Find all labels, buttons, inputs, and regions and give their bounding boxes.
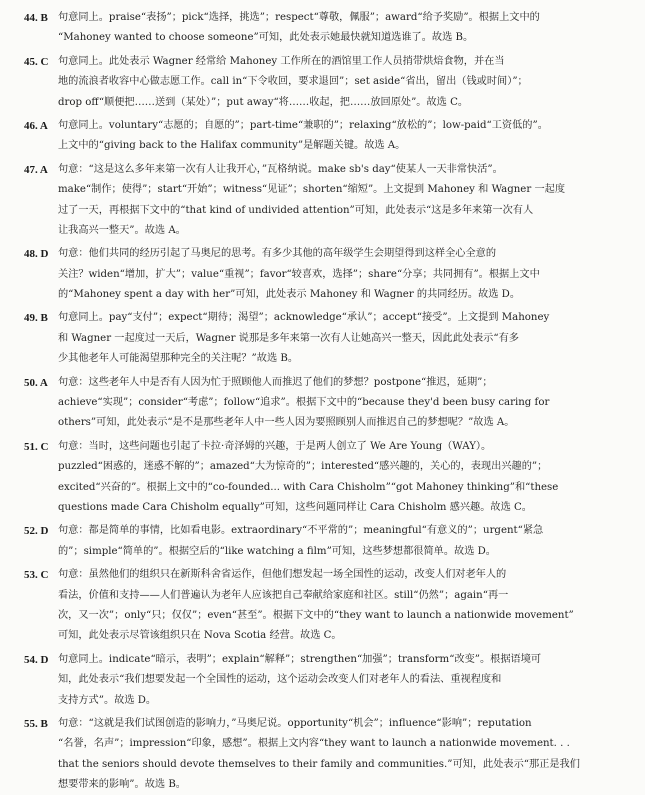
explanation-line: make“制作；使得”；start“开始”；witness“见证”；shorten“缩短”。上文提到 Mahoney 和 Wagner 一起度 [58, 184, 566, 196]
explanation-line: 关注？widen“增加，扩大”；value“重视”；favor“较喜欢，选择”；share“分享；共同拥有”。根据上文中 [58, 268, 540, 280]
explanation-line: 句意同上。indicate“暗示，表明”；explain“解释”；strengthen“加强”；transform“改变”。根据语境可 [58, 653, 542, 665]
explanation-line: drop off“顺便把……送到（某处）”；put away“将……收起，把……放回原处”。故选 C。 [58, 96, 469, 108]
answer-entry [24, 714, 633, 795]
question-number: 46. A [24, 119, 48, 132]
answer-entry [24, 437, 633, 519]
explanation-line: 句意：“这是这么多年来第一次有人让我开心，”瓦格纳说。make sb's day“使某人一天非常快活”。 [58, 163, 503, 175]
explanation-line: 上文中的“giving back to the Halifax community”是解题关键。故选 A。 [58, 140, 406, 152]
question-number: 53. C [24, 569, 49, 582]
explanation-line: “Mahoney wanted to choose someone”可知，此处表示她最快就知道选谁了。故选 B。 [58, 32, 474, 44]
answer-entry [24, 244, 633, 305]
explanation-line: 的”；simple“简单的”。根据空后的“like watching a film”可知，这些梦想都很简单。故选 D。 [58, 545, 496, 557]
question-number: 51. C [24, 440, 49, 453]
question-number: 48. D [24, 248, 49, 261]
explanation-line: 句意：“这就是我们试图创造的影响力，”马奥尼说。opportunity“机会”；influence“影响”；reputation [58, 717, 532, 729]
question-number: 47. A [24, 163, 48, 176]
explanation-line: 次，又一次”；only“只；仅仅”；even“甚至”。根据下文中的“they want to launch a nationwide movement” [58, 609, 574, 621]
explanation-line: 看法，价值和支持——人们普遍认为老年人应该把自己奉献给家庭和社区。still“仍然”；again“再一 [58, 589, 509, 601]
explanation-line: puzzled“困惑的，迷惑不解的”；amazed“大为惊奇的”；interested“感兴趣的，关心的，表现出兴趣的”； [58, 461, 548, 473]
explanation-line: questions made Cara Chisholm equally”可知，这些问题同样让 Cara Chisholm 感兴趣。故选 C。 [58, 501, 532, 513]
explanation-line: 地的流浪者收容中心做志愿工作。call in“下令收回，要求退回”；set aside“省出，留出（钱或时间）”； [58, 76, 528, 88]
explanation-line: 句意同上。pay“支付”；expect“期待；渴望”；acknowledge“承认”；accept“接受”。上文提到 Mahoney [58, 312, 550, 324]
explanation-line: 让我高兴一整天”。故选 A。 [58, 224, 186, 236]
explanation-line: 知，此处表示“我们想要发起一个全国性的运动，这个运动会改变人们对老年人的看法、重视程度和 [58, 674, 502, 686]
explanation-line: “名誉，名声”；impression“印象，感想”。根据上文内容“they want to launch a nationwide movement. . . [58, 738, 570, 750]
explanation-line: others”可知，此处表示“是不是那些老年人中一些人因为要照顾别人而推迟自己的梦想呢？”故选 A。 [58, 417, 515, 429]
explanation-line: 句意：当时，这些问题也引起了卡拉·奇泽姆的兴趣，于是两人创立了 We Are Young（WAY）。 [58, 440, 492, 452]
question-number: 55. B [24, 717, 48, 730]
question-number: 54. D [24, 653, 49, 666]
explanation-line: achieve“实现”；consider“考虑”；follow“追求”。根据下文中的“because they'd been busy caring for [58, 397, 550, 409]
answer-entry [24, 650, 633, 711]
explanation-line: 过了一天，再根据下文中的“that kind of undivided attention”可知，此处表示“这是多年来第一次有人 [58, 204, 534, 216]
explanation-line: 想要带来的影响”。故选 B。 [58, 779, 186, 791]
question-number: 45. C [24, 55, 49, 68]
answer-entry [24, 521, 633, 562]
question-number: 52. D [24, 525, 49, 538]
explanation-line: 和 Wagner 一起度过一天后，Wagner 说那是多年来第一次有人让她高兴一整天，因此此处表示“有多 [58, 332, 519, 344]
explanation-line: 的“Mahoney spent a day with her”可知，此处表示 Mahoney 和 Wagner 的共同经历。故选 D。 [58, 289, 521, 301]
explanation-line: that the seniors should devote themselves to their family and communities.”可知，此处表示“那正是我们 [58, 758, 580, 770]
answer-entry [24, 308, 633, 369]
question-number: 49. B [24, 312, 48, 325]
question-number: 44. B [24, 12, 48, 24]
explanation-line: 句意同上。praise“表扬”；pick“选择，挑选”；respect“尊敬，佩服”；award“给予奖励”。根据上文中的 [58, 12, 540, 23]
explanation-line: 句意同上。此处表示 Wagner 经常给 Mahoney 工作所在的酒馆里工作人员捎带烘焙食物，并在当 [58, 55, 505, 67]
explanation-line: excited“兴奋的”。根据上文中的“co-founded... with Cara Chisholm”“got Mahoney thinking”和“these [58, 481, 559, 493]
answer-entry [24, 160, 633, 242]
answer-entry [24, 373, 633, 434]
answer-entry [24, 52, 633, 113]
explanation-line: 少其他老年人可能渴望那种完全的关注呢？”故选 B。 [58, 353, 299, 365]
question-number: 50. A [24, 376, 48, 389]
explanation-line: 句意同上。voluntary“志愿的；自愿的”；part-time“兼职的”；relaxing“放松的”；low-paid“工资低的”。 [58, 119, 548, 131]
explanation-line: 句意：他们共同的经历引起了马奥尼的思考。有多少其他的高年级学生会期望得到这样全心全意的 [58, 248, 497, 260]
answer-entry [24, 565, 633, 647]
explanation-line: 可知，此处表示尽管该组织只在 Nova Scotia 经营。故选 C。 [58, 630, 342, 642]
explanation-line: 支持方式”。故选 D。 [58, 694, 157, 706]
explanation-line: 句意：都是简单的事情，比如看电影。extraordinary“不平常的”；meaningful“有意义的”；urgent“紧急 [58, 525, 544, 537]
answer-entry [24, 8, 633, 49]
explanation-line: 句意：这些老年人中是否有人因为忙于照顾他人而推迟了他们的梦想？postpone“推迟，延期”； [58, 376, 493, 388]
answer-entry [24, 116, 633, 157]
explanation-line: 句意：虽然他们的组织只在新斯科舍省运作，但他们想发起一场全国性的运动，改变人们对老年人的 [58, 569, 507, 581]
